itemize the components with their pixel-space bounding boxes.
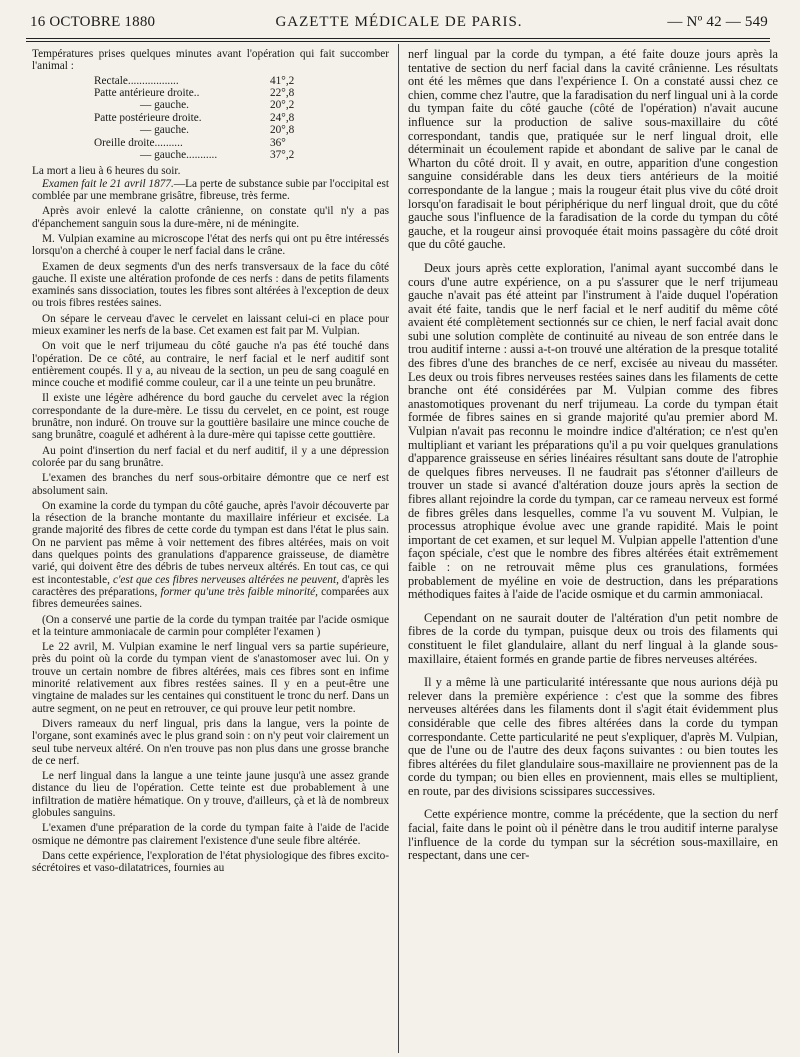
temperature-row: Oreille droite.......... 36° (94, 136, 286, 149)
paragraph: La mort a lieu à 6 heures du soir. (32, 165, 181, 178)
paragraph: nerf lingual par la corde du tympan, a été faite douze jours après la tentative de section du nerf facial dans la cavité crânienne. Les résultats ont été les mêmes que dans l'expérience I. On a constaté aussi chez ce chien, comme chez l'autre, que la faradisation du nerf lingual uni à la corde du tympan faite du côté gauche (côté de l'opération) n'avait aucune influence sur la production de salive sous-maxillaire du côté correspondant, tandis que, pratiquée sur le nerf lingual droit, elle déterminait un écoulement rapide et abondant de salive par le canal de Wharton du côté droit. Il y avait, en outre, apparition d'une congestion sanguine considérable dans les deux tiers antérieurs de la moitié correspondante de la langue ; mais la rougeur était plus vive du côté droit lorsqu'on faradisait le bout périphérique du nerf lingual droit, que du côté gauche sous l'influence de la faradisation de la corde du tympan du côté gauche, et la rougeur ainsi provoquée était moins passagère du côté droit que du côté gauche. (408, 48, 778, 252)
paragraph: Après avoir enlevé la calotte crânienne, on constate qu'il n'y a pas d'épanchement sanguin sous la dure-mère, ni de méningite. (32, 205, 389, 230)
paragraph: Examen de deux segments d'un des nerfs transversaux de la face du côté gauche. Il existe une altération profonde de ces nerfs : dans de petits filaments examinés sans dissociation, toutes les fibres sont altérées à l'exception de deux ou trois fibres restées saines. (32, 260, 389, 310)
journal-title: GAZETTE MÉDICALE DE PARIS. (275, 14, 523, 30)
temperature-row: — gauche. 20°,2 (140, 99, 295, 112)
page-header (30, 14, 768, 36)
paragraph: Dans cette expérience, l'exploration de l'état physiologique des fibres excito-sécrétoires et vaso-dilatatrices, fournies au (32, 849, 389, 875)
paragraph: Le nerf lingual dans la langue a une teinte jaune jusqu'à une assez grande distance du lieu de l'opération. Cette teinte est due probablement à une infiltration de matière hématique. On y trouve, d'ailleurs, çà et là de nombreux globules sanguins. (32, 770, 389, 819)
header-rule (26, 38, 770, 39)
paragraph: Au point d'insertion du nerf facial et du nerf auditif, il y a une dépression colorée par du sang brunâtre. (32, 444, 389, 469)
paragraph: Il existe une légère adhérence du bord gauche du cervelet avec la région correspondante de la dure-mère. Le tissu du cervelet, en ce point, est rouge brunâtre, non induré. On trouve sur la gouttière basilaire une mince couche de sang brunâtre, coagulé et adhérent à la dure-mère qui tapisse cette gouttière. (32, 392, 389, 442)
temperature-row: — gauche. 20°,8 (140, 124, 295, 137)
temperatures-intro: Températures prises quelques minutes avant l'opération qui fait succomber l'animal : (32, 48, 389, 73)
paragraph: L'examen d'une préparation de la corde du tympan faite à l'aide de l'acide osmique ne démontre pas clairement l'existence d'une seule fibre altérée. (32, 822, 389, 847)
header-date: 16 OCTOBRE 1880 (30, 14, 156, 30)
temperature-table (94, 75, 330, 162)
paragraph: On examine la corde du tympan du côté gauche, après l'avoir découverte par la résection de la branche montante du maxillaire inférieur et excisée. La grande majorité des fibres de cette corde du tympan est dans l'état le plus sain. On ne parvient pas même à voir nettement des fibres altérées, mais on voit dans quelques points des granulations d'apparence graisseuse, de diamètre varié, qui doivent être des débris de tubes nerveux altérés. En tout cas, ce qui est incontestable, c'est que ces fibres nerveuses altérées ne peuvent, d'après les caractères des préparations, former qu'une très faible minorité, comparées aux fibres demeurées saines. (32, 499, 389, 611)
paragraph: On sépare le cerveau d'avec le cervelet en laissant celui-ci en place pour mieux examiner les nerfs de la base. Cet examen est fait par M. Vulpian. (32, 312, 389, 337)
paragraph: L'examen des branches du nerf sous-orbitaire démontre que ce nerf est absolument sain. (32, 472, 389, 497)
paragraph: (On a conservé une partie de la corde du tympan traitée par l'acide osmique et la teinture ammoniacale de carmin pour compléter l'examen ) (32, 613, 389, 638)
exam-heading: Examen fait le 21 avril 1877. (42, 177, 174, 190)
header-rule-thin (26, 41, 770, 42)
left-column (32, 48, 389, 1053)
column-divider (398, 44, 399, 1053)
paragraph: Il y a même là une particularité intéressante que nous aurions déjà pu relever dans la première expérience : c'est que la somme des fibres nerveuses altérées dans les filaments dont il s'agit était évidemment plus considérable que celle des fibres altérées dans la corde du tympan correspondante. Cette particularité ne peut s'expliquer, d'après M. Vulpian, que de l'une ou de l'autre des deux façons suivantes : ou bien toutes les fibres altérées du filet glandulaire sous-maxillaire ne proviennent pas de la corde du tympan; ou bien elles en proviennent, mais elles se multiplient, en route, par des divisions scissipares successives. (408, 675, 778, 798)
paragraph: Cependant on ne saurait douter de l'altération d'un petit nombre de fibres de la corde du tympan, puisque deux ou trois des filaments qui constituent le filet glandulaire, allant du nerf lingual à la glande sous-maxillaire, étaient formés en grande partie de fibres nerveuses altérées. (408, 610, 778, 666)
temperature-row: Patte antérieure droite.. 22°,8 (94, 87, 295, 99)
paragraph: Divers rameaux du nerf lingual, pris dans la langue, vers la pointe de l'organe, sont examinés avec le plus grand soin : on n'y peut voir clairement un seul tube nerveux altéré. On n'en trouve pas non plus dans une grosse branche de ce nerf. (32, 717, 389, 767)
paragraph: Cette expérience montre, comme la précédente, que la section du nerf facial, faite dans le point où il pénètre dans le trou auditif interne paralyse l'influence de la corde du tympan sur la sécrétion sous-maxillaire, en respectant, dans une cer- (408, 807, 778, 863)
right-column (408, 48, 778, 1053)
temperature-row: — gauche........... 37°,2 (140, 149, 295, 162)
paragraph: Le 22 avril, M. Vulpian examine le nerf lingual vers sa partie supérieure, près du point où la corde du tympan vient de s'anastomoser avec lui. On y trouve un certain nombre de fibres altérées, mais ces fibres sont en infime minorité relativement aux fibres restées saines. Il y en a peut-être une vingtaine de malades sur les centaines qui constituent le tronc du nerf. Dans un autre segment, on ne peut en retrouver, ce qui prouve leur petit nombre. (32, 641, 389, 715)
temperature-row: Rectale.................. 41°,2 (94, 74, 295, 87)
issue-page-number: — Nº 42 — 549 (667, 14, 768, 30)
paragraph: On voit que le nerf trijumeau du côté gauche n'a pas été touché dans l'opération. De ce côté, au contraire, le nerf facial et le nerf auditif sont entièrement coupés. Il y a, au niveau de la section, un peu de sang coagulé en mince couche et modifié comme couleur, car il a une teinte un peu brunâtre. (32, 340, 389, 390)
exam-paragraph: Examen fait le 21 avril 1877.—La perte de substance subie par l'occipital est comblée par une membrane grisâtre, fibreuse, très ferme. (32, 177, 389, 203)
paragraph: Deux jours après cette exploration, l'animal ayant succombé dans le cours d'une autre expérience, on a pu s'assurer que le nerf trijumeau gauche n'avait pas été atteint par l'instrument à l'aide duquel l'opération avait été faite, tandis que le nerf facial et le nerf auditif du même côté avaient été complètement sectionnés sur ce chien, le nerf facial avait donc subi une solution complète de continuité au niveau de son entrée dans le trou auditif interne : aussi a-t-on trouvé une altération de la presque totalité des fibres d'une des branches de ce nerf, excisée au niveau du masséter. Les deux ou trois fibres nerveuses restées saines dans les filaments de cette branche ont été considérées par M. Vulpian comme des fibres anastomotiques provenant du nerf trijumeau. La corde du tympan était formée de fibres saines en si grande majorité qu'au premier abord M. Vulpian n'avait pas reconnu le moindre indice d'altération; ce n'est qu'en multipliant et variant les préparations qu'il a pu voir quelques granulations d'apparence graisseuse en séries linéaires résultant sans doute de l'atrophie de quelques fibres nerveuses. Il ne faudrait pas s'étonner d'ailleurs de trouver un stade si avancé d'altération douze jours après la section de fibres allant rejoindre la corde du tympan, car ce rameau nerveux est formé de fibres grêles dans lesquelles, comme l'a vu souvent M. Vulpian, le processus atrophique évolue avec une grande rapidité. Mais le point important de cet examen, et sur lequel M. Vulpian appelle l'attention d'une façon spéciale, c'est que le nombre des fibres altérées était extrêmement faible : on ne retrouvait même plus ces granulations, formées probablement de myéline en voie de destruction, dans les préparations méthodiques faites à l'aide de l'acide osmique et du carmin ammoniacal. (408, 260, 778, 602)
temperature-row: Patte postérieure droite. 24°,8 (94, 111, 295, 124)
paragraph: M. Vulpian examine au microscope l'état des nerfs qui ont pu être intéressés lorsqu'on a cherché à couper le nerf facial dans le crâne. (32, 232, 389, 258)
